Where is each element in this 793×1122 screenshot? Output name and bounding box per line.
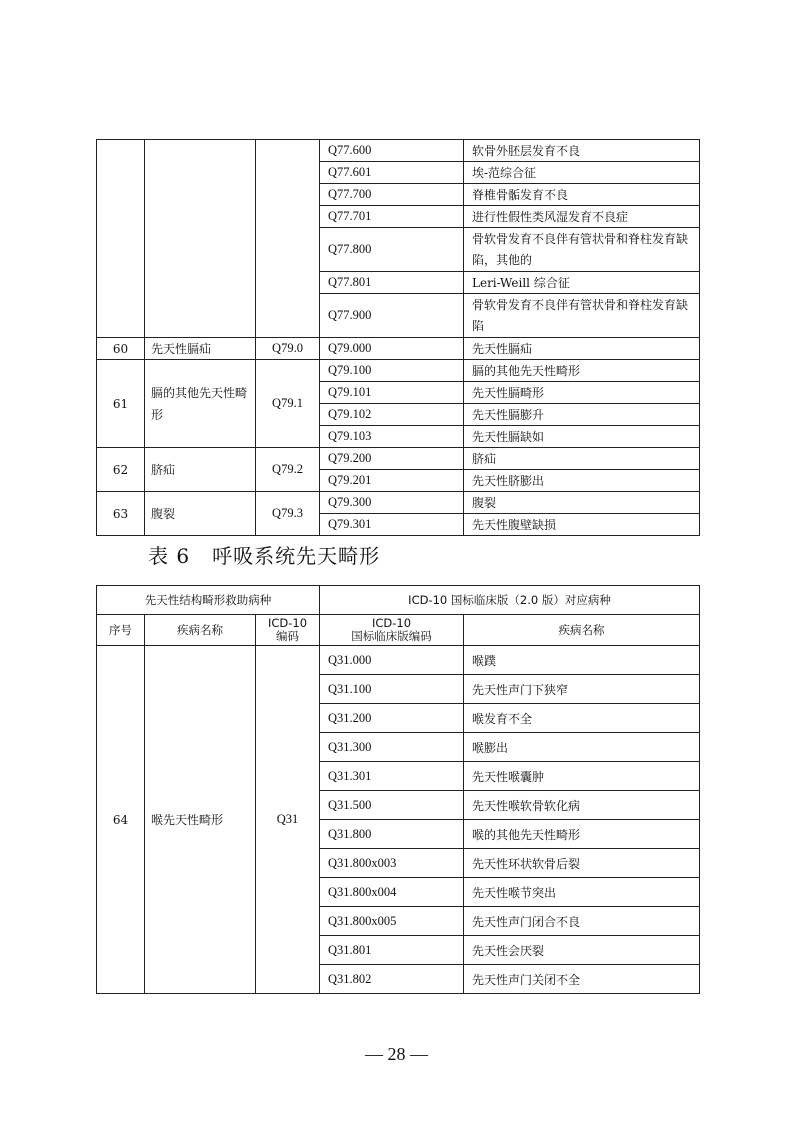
table-cell-empty	[97, 140, 145, 338]
icd-code-cell: Q31.000	[320, 646, 464, 675]
header-aid-disease: 先天性结构畸形救助病种	[97, 586, 320, 615]
disease-name-cell: 先天性喉节突出	[464, 878, 700, 907]
disease-name-cell: 先天性膈疝	[464, 338, 700, 360]
disease-name-cell: 先天性腹壁缺损	[464, 514, 700, 536]
disease-name-cell: 膈的其他先天性畸形	[464, 360, 700, 382]
icd-code-cell: Q77.701	[320, 206, 464, 228]
icd-code-cell: Q31.500	[320, 791, 464, 820]
disease-name-cell: 先天性环状软骨后裂	[464, 849, 700, 878]
icd-code-cell: Q79.103	[320, 426, 464, 448]
icd-code-cell: Q77.900	[320, 294, 464, 338]
icd-code-cell: Q79.201	[320, 470, 464, 492]
icd-group-cell: Q79.1	[256, 360, 320, 448]
icd-code-cell: Q79.300	[320, 492, 464, 514]
disease-name-cell: 喉膨出	[464, 733, 700, 762]
table-row	[97, 646, 700, 675]
disease-name-cell: 骨软骨发育不良伴有管状骨和脊柱发育缺陷	[464, 294, 700, 338]
icd-code-cell: Q77.800	[320, 228, 464, 272]
header-clinical-code	[320, 615, 464, 646]
disease-group-cell: 腹裂	[145, 492, 256, 536]
disease-group-cell: 膈的其他先天性畸形	[145, 360, 256, 448]
disease-name-cell: 先天性声门闭合不良	[464, 907, 700, 936]
disease-name-cell: 脊椎骨骺发育不良	[464, 184, 700, 206]
table-row	[97, 360, 700, 382]
header-icd10-line1: ICD-10	[267, 616, 308, 630]
icd-code-cell: Q31.800x004	[320, 878, 464, 907]
disease-name-cell: 先天性膈膨升	[464, 404, 700, 426]
header-clinical-line1: ICD-10	[371, 616, 412, 630]
disease-name-cell: 先天性脐膨出	[464, 470, 700, 492]
disease-name-cell: 先天性声门关闭不全	[464, 965, 700, 994]
icd-code-cell: Q79.200	[320, 448, 464, 470]
table-cell-empty	[145, 140, 256, 338]
table-row	[97, 338, 700, 360]
disease-name-cell: 软骨外胚层发育不良	[464, 140, 700, 162]
serial-number-cell: 64	[97, 646, 145, 994]
icd-code-cell: Q31.800x003	[320, 849, 464, 878]
disease-name-cell: 先天性声门下狭窄	[464, 675, 700, 704]
header-serial-number: 序号	[97, 615, 145, 646]
disease-name-cell: 腹裂	[464, 492, 700, 514]
icd-code-cell: Q79.102	[320, 404, 464, 426]
disease-name-cell: 先天性喉软骨软化病	[464, 791, 700, 820]
header-clinical-line2: 国标临床版编码	[351, 629, 432, 643]
icd-group-cell: Q31	[256, 646, 320, 994]
table-header-row	[97, 615, 700, 646]
disease-name-cell: 先天性膈畸形	[464, 382, 700, 404]
disease-name-cell: 骨软骨发育不良伴有管状骨和脊柱发育缺陷，其他的	[464, 228, 700, 272]
icd-code-cell: Q79.301	[320, 514, 464, 536]
table-row	[97, 448, 700, 470]
table-congenital-continuation	[96, 139, 700, 536]
disease-group-cell: 先天性膈疝	[145, 338, 256, 360]
icd-group-cell: Q79.3	[256, 492, 320, 536]
table-header-row	[97, 586, 700, 615]
page-number: — 28 —	[365, 1044, 428, 1064]
header-icd10-line2: 编码	[276, 629, 299, 643]
icd-code-cell: Q31.800	[320, 820, 464, 849]
table-row	[97, 492, 700, 514]
serial-number-cell: 60	[97, 338, 145, 360]
header-disease-name-2: 疾病名称	[464, 615, 700, 646]
icd-code-cell: Q31.801	[320, 936, 464, 965]
disease-name-cell: 先天性会厌裂	[464, 936, 700, 965]
icd-code-cell: Q31.100	[320, 675, 464, 704]
icd-code-cell: Q79.100	[320, 360, 464, 382]
header-icd10-code	[256, 615, 320, 646]
icd-code-cell: Q31.300	[320, 733, 464, 762]
icd-code-cell: Q79.000	[320, 338, 464, 360]
icd-group-cell: Q79.2	[256, 448, 320, 492]
disease-name-cell: 脐疝	[464, 448, 700, 470]
section-title: 表 6 呼吸系统先天畸形	[148, 544, 381, 568]
icd-code-cell: Q77.600	[320, 140, 464, 162]
icd-code-cell: Q77.601	[320, 162, 464, 184]
disease-name-cell: 进行性假性类风湿发育不良症	[464, 206, 700, 228]
serial-number-cell: 62	[97, 448, 145, 492]
icd-group-cell: Q79.0	[256, 338, 320, 360]
icd-code-cell: Q31.301	[320, 762, 464, 791]
disease-name-cell: 埃-范综合征	[464, 162, 700, 184]
header-icd-mapping: ICD-10 国标临床版（2.0 版）对应病种	[320, 586, 700, 615]
disease-name-cell: 喉的其他先天性畸形	[464, 820, 700, 849]
serial-number-cell: 63	[97, 492, 145, 536]
disease-name-cell: 喉发育不全	[464, 704, 700, 733]
disease-name-cell: 先天性膈缺如	[464, 426, 700, 448]
icd-code-cell: Q77.801	[320, 272, 464, 294]
disease-name-cell: 喉蹼	[464, 646, 700, 675]
icd-code-cell: Q77.700	[320, 184, 464, 206]
icd-code-cell: Q79.101	[320, 382, 464, 404]
disease-name-cell: 先天性喉囊肿	[464, 762, 700, 791]
table-row	[97, 140, 700, 162]
table-respiratory-malformations	[96, 585, 700, 994]
disease-group-cell: 喉先天性畸形	[145, 646, 256, 994]
icd-code-cell: Q31.800x005	[320, 907, 464, 936]
table-cell-empty	[256, 140, 320, 338]
serial-number-cell: 61	[97, 360, 145, 448]
header-disease-name: 疾病名称	[145, 615, 256, 646]
icd-code-cell: Q31.200	[320, 704, 464, 733]
icd-code-cell: Q31.802	[320, 965, 464, 994]
disease-name-cell: Leri-Weill 综合征	[464, 272, 700, 294]
disease-group-cell: 脐疝	[145, 448, 256, 492]
